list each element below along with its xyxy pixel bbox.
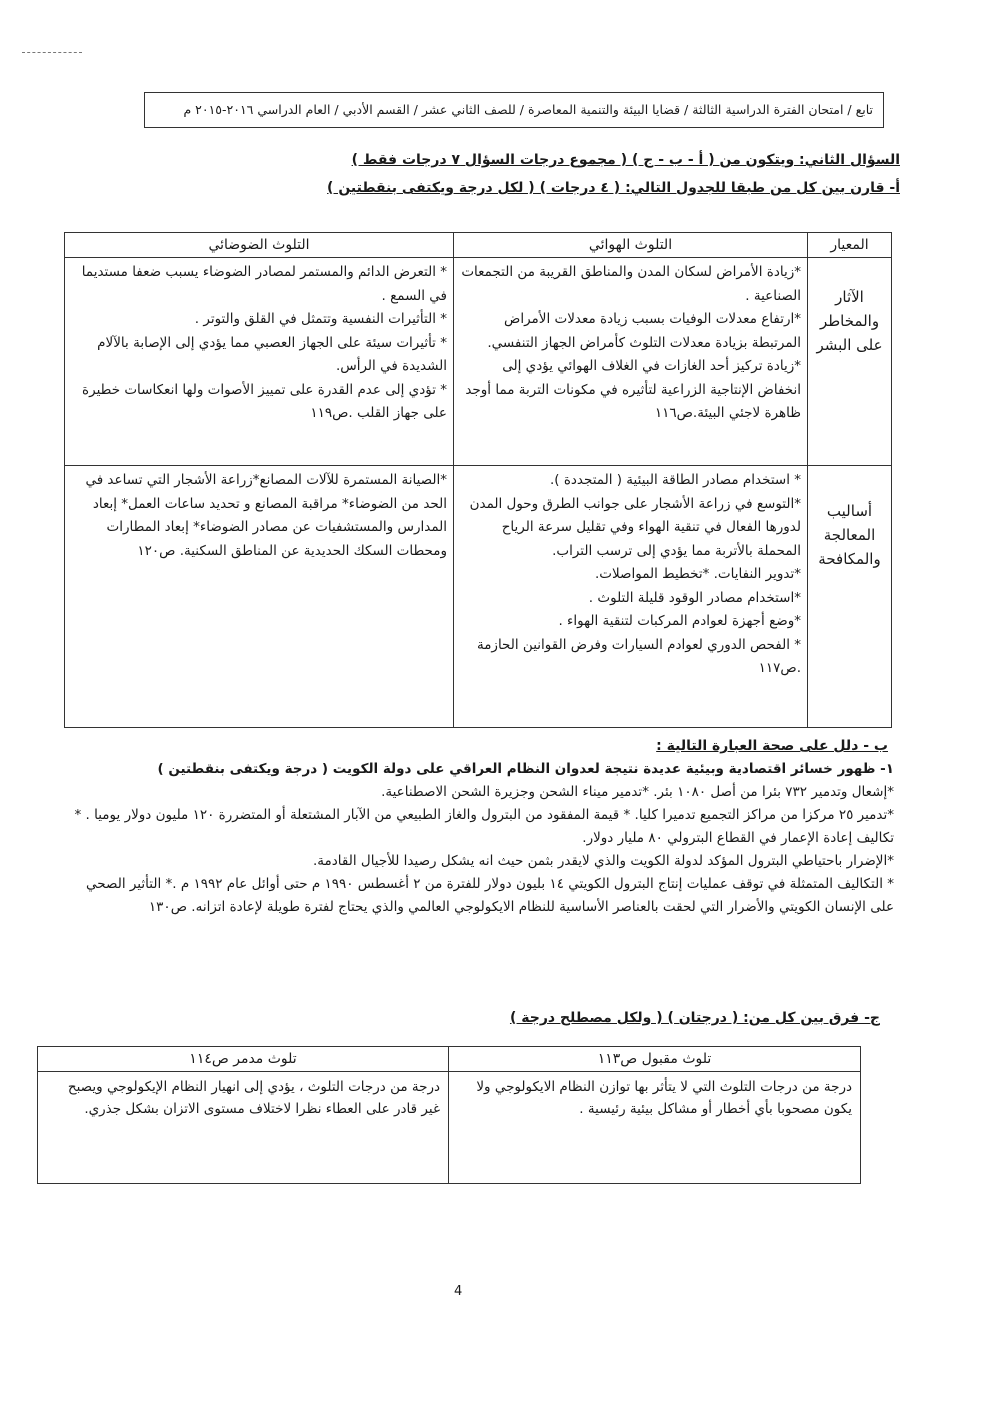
destructive-pollution-cell: درجة من درجات التلوث ، يؤدي إلى انهيار النظام الإيكولوجي ويصبح غير قادر على العطاء نظرا لاختلاف مستوى الاتزان بشكل جذري. <box>38 1072 449 1184</box>
table-row <box>65 466 892 728</box>
comparison-table <box>64 232 892 728</box>
part-b-line: *الإضرار باحتياطي البترول المؤكد لدولة الكويت والذي لايقدر بثمن حيث انه يشكل رصيدا للأجيال القادمة. <box>313 853 894 869</box>
header-noise-pollution: التلوث الضوضائي <box>65 233 454 258</box>
table-row <box>65 258 892 466</box>
table-header-row <box>65 233 892 258</box>
scan-mark <box>22 52 82 53</box>
noise-treatment-cell: *الصيانة المستمرة للآلات المصانع*زراعة الأشجار التي تساعد في الحد من الضوضاء* مراقبة المصانع و تحديد ساعات العمل* إبعاد المدارس والمستشفيات عن مصادر الضوضاء* إبعاد المطارات ومحطات السكك الحديدية عن المناطق السكنية. ص١٢٠ <box>65 466 454 728</box>
part-b-title: ب - دلل على صحة العبارة التالية : <box>656 738 888 754</box>
criterion-effects: الآثار والمخاطر على البشر <box>808 258 892 466</box>
question-title: السؤال الثاني: ويتكون من ( أ - ب - ج ) ( مجموع درجات السؤال ٧ درجات فقط ) <box>351 152 900 168</box>
part-b-line: *إشعال وتدمير ٧٣٢ بئرا من أصل ١٠٨٠ بئر. *تدمير ميناء الشحن وجزيرة الشحن الاصطناعية. <box>381 784 894 800</box>
exam-header-box <box>144 92 884 128</box>
part-c-title: ج- فرق بين كل من: ( درجتان ) ( ولكل مصطلح درجة ) <box>509 1010 880 1026</box>
header-acceptable-pollution: تلوث مقبول ص١١٣ <box>449 1047 861 1072</box>
part-b-line: * التكاليف المتمثلة في توقف عمليات إنتاج البترول الكويتي ١٤ بليون دولار للفترة من ٢ أغسطس ١٩٩٠ م حتى أوائل عام ١٩٩٢ م .* التأثير الصحي على الإنسان الكويتي والأضرار التي لحقت بالعناصر الأساسية للنظام الايكولوجي العالمي والذي يحتاج لفترة طويلة لإعادة اتزانه. ص١٣٠ <box>86 876 894 915</box>
table-row <box>38 1072 861 1184</box>
part-b-statement: ١- ظهور خسائر اقتصادية وبيئية عديدة نتيجة لعدوان النظام العراقي على دولة الكويت ( درجة ويكتفى بنقطتين ) <box>157 761 894 777</box>
header-criterion: المعيار <box>808 233 892 258</box>
noise-effects-cell: * التعرض الدائم والمستمر لمصادر الضوضاء يسبب ضعفا مستديما في السمع . * التأثيرات النفسية وتتمثل في القلق والتوتر . * تأثيرات سيئة على الجهاز العصبي مما يؤدي إلى الإصابة بالآلام الشديدة في الرأس. * تؤدي إلى عدم القدرة على تمييز الأصوات ولها انعكاسات خطيرة على جهاز القلب .ص١١٩ <box>65 258 454 466</box>
criterion-treatment: أساليب المعالجة والمكافحة <box>808 466 892 728</box>
page-number: 4 <box>454 1284 463 1299</box>
header-air-pollution: التلوث الهوائي <box>454 233 808 258</box>
air-treatment-cell: * استخدام مصادر الطاقة البيئية ( المتجددة ). *التوسع في زراعة الأشجار على جوانب الطرق وحول المدن لدورها الفعال في تنقية الهواء وفي تقليل سرعة الرياح المحملة بالأتربة مما يؤدي إلى ترسب التراب. *تدوير النفايات. *تخطيط المواصلات. *استخدام مصادر الوقود قليلة التلوث . *وضع أجهزة لعوادم المركبات لتنقية الهواء . * الفحص الدوري لعوادم السيارات وفرض القوانين الحازمة .ص١١٧ <box>454 466 808 728</box>
exam-header: تابع / امتحان الفترة الدراسية الثالثة / قضايا البيئة والتنمية المعاصرة / للصف الثاني عشر / القسم الأدبي / العام الدراسي ٢٠١٦-٢٠١٥ م <box>183 102 873 117</box>
difference-table <box>37 1046 861 1184</box>
header-destructive-pollution: تلوث مدمر ص١١٤ <box>38 1047 449 1072</box>
part-b-line: *تدمير ٢٥ مركزا من مراكز التجميع تدميرا كليا. * قيمة المفقود من البترول والغاز الطبيعي من الآبار المشتعلة أو المتضررة ١٢٠ مليون دولار يوميا . * تكاليف إعادة الإعمار في القطاع البترولي ٨٠ مليار دولار. <box>74 807 894 846</box>
part-b-body <box>66 758 894 919</box>
air-effects-cell: *زيادة الأمراض لسكان المدن والمناطق القريبة من التجمعات الصناعية . *ارتفاع معدلات الوفيات بسبب زيادة معدلات الأمراض المرتبطة بزيادة معدلات التلوث كأمراض الجهاز التنفسي. *زيادة تركيز أحد الغازات في الغلاف الهوائي يؤدي إلى انخفاض الإنتاجية الزراعية لتأثيره في مكونات التربة مما أوجد ظاهرة لاجئي البيئة.ص١١٦ <box>454 258 808 466</box>
table-header-row <box>38 1047 861 1072</box>
part-a-instruction: أ- قارن بين كل من طبقا للجدول التالي: ( ٤ درجات ) ( لكل درجة ويكتفى بنقطتين ) <box>327 180 900 196</box>
acceptable-pollution-cell: درجة من درجات التلوث التي لا يتأثر بها توازن النظام الايكولوجي ولا يكون مصحوبا بأي أخطار أو مشاكل بيئية رئيسية . <box>449 1072 861 1184</box>
